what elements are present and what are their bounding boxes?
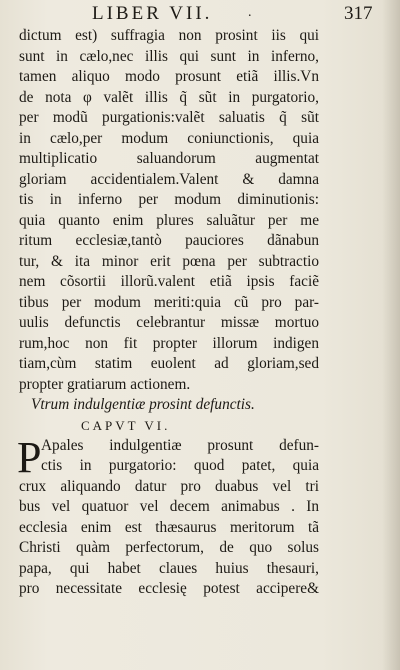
text-line: ecclesia enim est thæsaurus meritorum tã	[19, 518, 319, 536]
text-line: tis in inferno per modum diminutionis:	[19, 191, 319, 208]
text-line: Apales indulgentiæ prosunt defun-	[41, 436, 319, 454]
text-line: gloriam accidentialem.Valent & damna	[19, 170, 319, 188]
chapter-paragraph	[17, 432, 319, 600]
header-mark: .	[248, 5, 252, 20]
text-line: in cælo,per modum coniunctionis, quia	[19, 129, 319, 147]
text-line: propter gratiarum actionem.	[19, 375, 191, 393]
text-line: tur, & ita minor erit pœna per subtractio	[19, 252, 319, 270]
text-line: per modũ purgationis:valẽt saluatis q̃ sũt	[19, 109, 319, 126]
text-line: papa, qui habet claues huius thesauri,	[19, 559, 319, 577]
text-line: dictum est) suffragia non prosint iis qui	[19, 27, 319, 44]
drop-cap: P	[17, 432, 42, 482]
chapter-heading: CAPVT VI.	[81, 417, 171, 433]
text-line: quia quanto enim plures saluãtur per me	[19, 211, 319, 229]
section-heading: Vtrum indulgentiæ prosint defunctis.	[31, 396, 255, 413]
page-number: 317	[344, 3, 373, 24]
text-line: pro necessitate ecclesię potest accipere&	[19, 580, 319, 597]
text-line: tamen aliquo modo prosunt etiã illis.Vn	[19, 68, 319, 85]
text-line: crux aliquando datur pro duabus vel tri	[19, 477, 319, 495]
page-gutter-shadow	[382, 0, 400, 670]
book-title: LIBER VII.	[92, 3, 213, 24]
text-line: sunt in cælo,nec illis qui sunt in inferno,	[19, 47, 319, 65]
text-line: Christi quàm perfectorum, de quo solus	[19, 539, 319, 556]
text-line: bus vel quatuor vel decem animabus . In	[19, 498, 319, 515]
text-line: uulis defunctis celebrantur missæ mortuo	[19, 314, 319, 331]
text-line: de nota φ valẽt illis q̃ sũt in purgatorio,	[19, 88, 319, 106]
running-head	[0, 3, 400, 27]
body-text	[19, 26, 319, 600]
text-line: multiplicatio saluandorum augmentat	[19, 150, 319, 167]
text-line: rum,hoc non fit propter illorum indigen	[19, 334, 319, 352]
text-line: tibus per modum meriti:quia cũ pro par-	[19, 293, 319, 311]
text-line: tiam,cùm statim euolent ad gloriam,sed	[19, 355, 319, 372]
text-line: nem cõsortii illorũ.valent etiã ipsis faciẽ	[19, 273, 319, 290]
text-line: ctis in purgatorio: quod patet, quia	[41, 457, 319, 474]
text-line: ritum ecclesiæ,tantò pauciores dãnabun	[19, 232, 319, 249]
